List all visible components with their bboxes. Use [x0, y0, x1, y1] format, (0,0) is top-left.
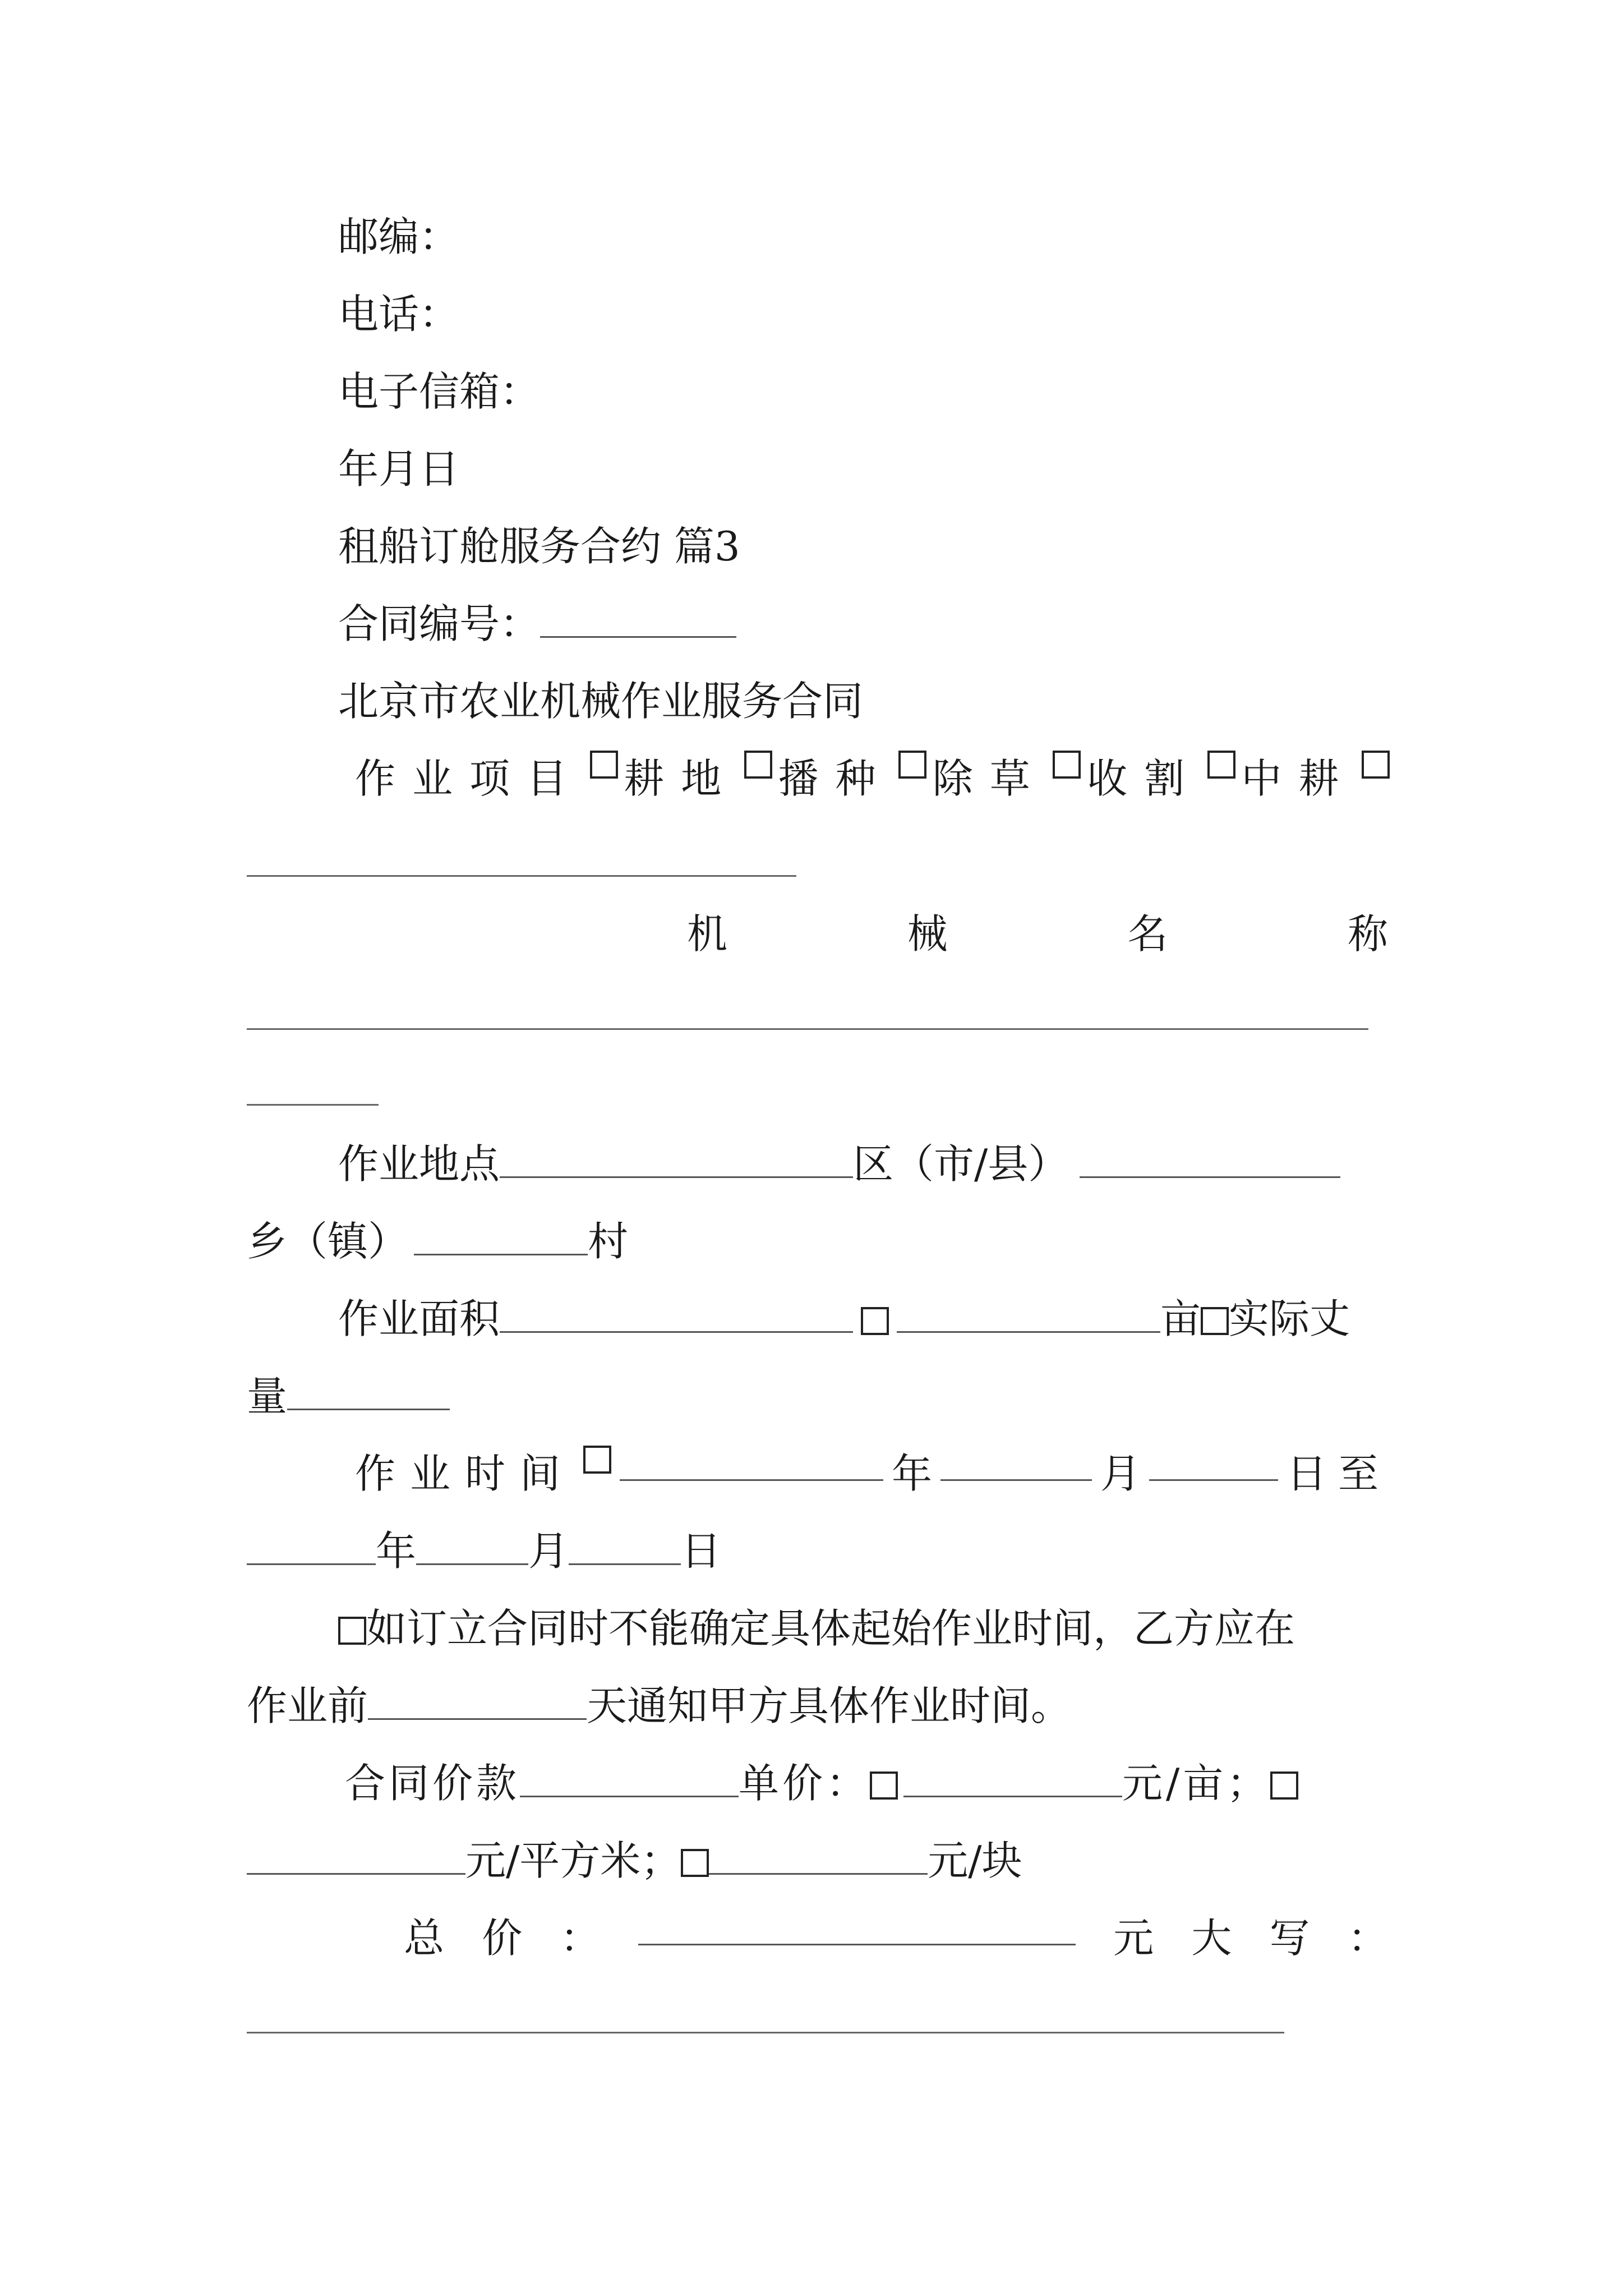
machine-name-char-1: 机	[687, 910, 728, 958]
phone-label: 电话：	[338, 291, 460, 338]
time-day-to-label: 日至	[1286, 1450, 1390, 1497]
postcode-label: 邮编：	[338, 213, 460, 260]
total-yuan-char-2: 大	[1191, 1915, 1232, 1962]
checkbox-cultivate[interactable]	[1207, 751, 1235, 779]
price-blank[interactable]	[520, 1762, 739, 1797]
contract-number-label: 合同编号：	[338, 600, 541, 647]
total-capital-blank[interactable]	[247, 2032, 1284, 2033]
checkbox-plough[interactable]	[590, 751, 618, 779]
checkbox-area-mu[interactable]	[861, 1307, 889, 1335]
checkbox-per-mu[interactable]	[870, 1772, 898, 1800]
location-village-label: 村	[588, 1218, 629, 1265]
time-day-blank[interactable]	[1149, 1446, 1278, 1481]
total-label-char-2: 价	[482, 1915, 523, 1962]
area-actual-label: 实际丈	[1229, 1295, 1350, 1342]
time-year2-blank[interactable]	[247, 1530, 376, 1565]
work-item-sowing: 播种	[778, 755, 893, 802]
contract-title: 北京市农业机械作业服务合同	[338, 678, 864, 725]
area-row-2	[247, 1368, 450, 1424]
total-row	[404, 1910, 1388, 1966]
time-year-blank[interactable]	[620, 1446, 883, 1481]
checkbox-time[interactable]	[583, 1446, 611, 1474]
machine-name-blank-continued[interactable]	[247, 1104, 379, 1106]
total-yuan-char-3: 写	[1269, 1915, 1310, 1962]
location-township-label: 乡（镇）	[247, 1218, 409, 1265]
work-items-label: 作业项目	[355, 755, 584, 802]
checkbox-per-block[interactable]	[681, 1849, 709, 1877]
checkbox-harvest[interactable]	[1053, 751, 1081, 779]
area-mu-label: 亩	[1160, 1295, 1201, 1342]
location-district-label: 区（市/县）	[853, 1140, 1069, 1188]
checkbox-per-sqm[interactable]	[1270, 1772, 1298, 1800]
machine-name-char-2: 械	[907, 910, 948, 958]
checkbox-sowing[interactable]	[744, 751, 772, 779]
notice-text-2a: 作业前	[247, 1682, 368, 1729]
notice-text-2b: 天通知甲方具体作业时间。	[587, 1682, 1072, 1729]
checkbox-area-actual[interactable]	[1201, 1307, 1229, 1335]
checkbox-weeding[interactable]	[898, 751, 926, 779]
price-row-2	[247, 1833, 1022, 1889]
area-actual-blank[interactable]	[287, 1375, 450, 1410]
time-row	[355, 1446, 1390, 1502]
location-row-2	[247, 1213, 628, 1269]
unit-price-label: 单价：	[739, 1760, 870, 1807]
notice-text-1: 如订立合同时不能确定具体起始作业时间，乙方应在	[366, 1605, 1295, 1652]
per-mu-label: 元/亩；	[1122, 1760, 1271, 1807]
work-item-cultivate: 中耕	[1241, 755, 1356, 802]
price-row	[345, 1755, 1298, 1811]
location-district-blank[interactable]	[1080, 1143, 1340, 1178]
per-mu-blank[interactable]	[903, 1762, 1122, 1797]
notice-days-blank[interactable]	[368, 1685, 587, 1720]
total-label-char-3: ：	[560, 1915, 601, 1962]
work-items-other-blank[interactable]	[247, 875, 796, 877]
work-items-row	[355, 751, 1390, 807]
time-month-label: 月	[1100, 1450, 1141, 1497]
location-township-blank[interactable]	[414, 1220, 588, 1255]
machine-name-row	[687, 906, 1388, 962]
area-blank[interactable]	[500, 1297, 853, 1333]
time-month-blank[interactable]	[940, 1446, 1092, 1481]
email-label: 电子信箱：	[338, 368, 541, 415]
area-mu-blank[interactable]	[897, 1297, 1160, 1333]
work-item-plough: 耕地	[624, 755, 739, 802]
price-label: 合同价款	[345, 1760, 520, 1807]
total-yuan-char-1: 元	[1113, 1915, 1154, 1962]
area-row	[338, 1291, 1350, 1347]
location-label: 作业地点	[338, 1140, 500, 1188]
time-month2-label: 月	[528, 1527, 569, 1575]
notice-row-2	[247, 1678, 1071, 1734]
per-sqm-label: 元/平方米；	[465, 1837, 681, 1884]
total-blank[interactable]	[638, 1910, 1076, 1945]
location-row	[338, 1136, 1340, 1192]
work-item-weeding: 除草	[932, 755, 1047, 802]
per-block-label: 元/块	[928, 1837, 1022, 1884]
time-year-label: 年	[891, 1450, 932, 1497]
contract-number-row	[338, 596, 736, 652]
time-month2-blank[interactable]	[416, 1530, 528, 1565]
checkbox-notice[interactable]	[338, 1617, 366, 1645]
contract-number-blank[interactable]	[540, 602, 736, 638]
notice-row	[338, 1600, 1295, 1657]
area-measure-label: 量	[247, 1373, 288, 1420]
date-label: 年月日	[338, 445, 460, 493]
time-label: 作业时间	[355, 1450, 575, 1497]
time-day2-label: 日	[681, 1527, 722, 1575]
total-yuan-char-4: ：	[1347, 1915, 1388, 1962]
per-block-blank[interactable]	[709, 1839, 928, 1875]
machine-name-char-4: 称	[1347, 910, 1388, 958]
area-label: 作业面积	[338, 1295, 500, 1342]
time-row-2	[247, 1523, 721, 1579]
location-city-blank[interactable]	[500, 1143, 853, 1178]
machine-name-blank[interactable]	[247, 1028, 1368, 1030]
per-sqm-blank[interactable]	[247, 1839, 465, 1875]
checkbox-other[interactable]	[1362, 751, 1390, 779]
work-item-harvest: 收割	[1087, 755, 1202, 802]
time-year2-label: 年	[376, 1527, 417, 1575]
section-title: 租船订舱服务合约 篇3	[338, 523, 740, 570]
time-day2-blank[interactable]	[569, 1530, 681, 1565]
total-label-char-1: 总	[404, 1915, 445, 1962]
machine-name-char-3: 名	[1127, 910, 1168, 958]
